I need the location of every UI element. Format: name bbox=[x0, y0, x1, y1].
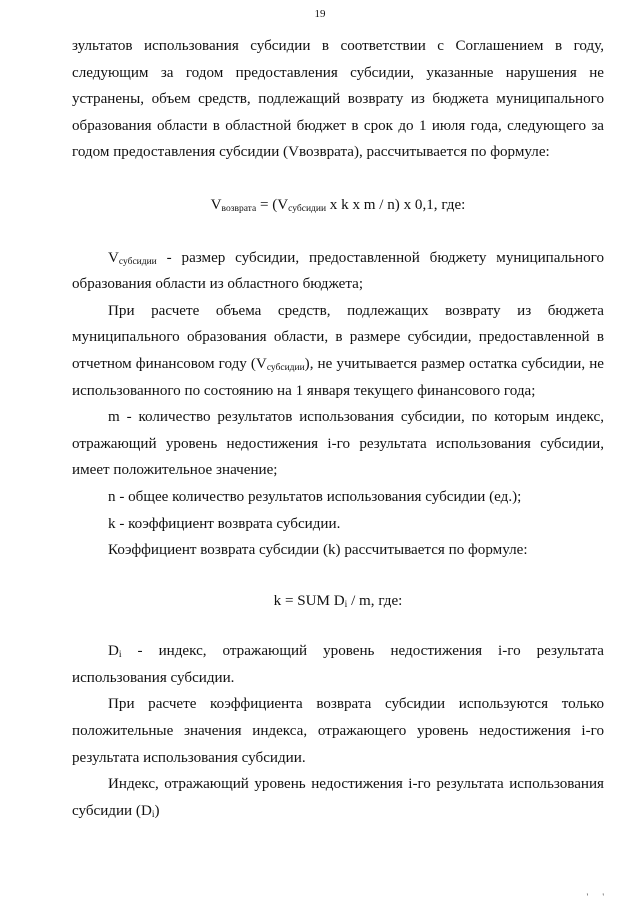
var-v-subscript: субсидии bbox=[118, 256, 157, 267]
var-d-subscript: i bbox=[118, 650, 122, 661]
formula-return-volume bbox=[72, 192, 604, 219]
formula-eq-open: = (V bbox=[256, 196, 289, 213]
paragraph-k-formula-intro: Коэффициент возврата субсидии (k) рассчитывается по формуле: bbox=[108, 542, 528, 559]
paragraph-index-intro bbox=[72, 771, 604, 824]
formula2-subscript: i bbox=[344, 599, 348, 610]
paragraph-subsidy-size bbox=[72, 245, 604, 298]
paragraph-m-definition: m - количество результатов использования субсидии, по которым индекс, отражающий уровень недостижения i-го результата использования субсидии, имеет положительное значение; bbox=[72, 409, 604, 479]
formula-rest: x k x m / n) x 0,1, где: bbox=[326, 196, 466, 213]
calculation-note-subscript: субсидии bbox=[266, 362, 305, 373]
paragraph-positive-values: При расчете коэффициента возврата субсидии используются только положительные значения индекса, отражающего уровень недостижения i-го результата использования субсидии. bbox=[72, 696, 604, 766]
index-intro-text: Индекс, отражающий уровень недостижения i-го результата использования субсидии (D bbox=[72, 776, 604, 819]
var-v: V bbox=[108, 249, 119, 266]
index-intro-subscript: i bbox=[151, 809, 155, 820]
formula2-before: k = SUM D bbox=[273, 592, 345, 609]
page-number: 19 bbox=[314, 8, 326, 20]
calculation-note-after: ), не учитывается размер остатка субсидии, не использованного по состоянию на 1 января текущего финансового года; bbox=[72, 355, 604, 399]
paragraph-return-volume-intro: зультатов использования субсидии в соответствии с Соглашением в году, следующим за годом предоставления субсидии, указанные нарушения не устранены, объем средств, подлежащий возврату из бюджета муниципального образования области в областной бюджет в срок до 1 июля года, следующего за годом предоставления субсидии (Vвозврата), рассчитывается по формуле: bbox=[72, 38, 604, 161]
paragraph-d-definition-text: - индекс, отражающий уровень недостижения i-го результата использования субсидии. bbox=[72, 643, 604, 686]
var-d: D bbox=[108, 643, 119, 660]
formula-return-coefficient bbox=[72, 588, 604, 615]
paragraph-calculation-note bbox=[72, 298, 604, 404]
calculation-note-before: При расчете объема средств, подлежащих возврату из бюджета муниципального образования области, в размере субсидии, предоставленной в отчетном финансовом году (V bbox=[72, 302, 604, 372]
paragraph-subsidy-size-text: - размер субсидии, предоставленной бюджету муниципального образования области из областного бюджета; bbox=[72, 249, 604, 293]
paragraph-n-definition: n - общее количество результатов использования субсидии (ед.); bbox=[108, 488, 522, 505]
formula-v: V bbox=[210, 196, 222, 213]
document-body bbox=[72, 33, 604, 824]
paragraph-d-definition bbox=[72, 638, 604, 691]
formula-v-subscript: возврата bbox=[221, 203, 257, 214]
formula-v2-subscript: субсидии bbox=[288, 203, 327, 214]
formula2-after: / m, где: bbox=[347, 592, 403, 609]
scan-corner-mark: ' ' bbox=[586, 892, 610, 902]
index-intro-close: ) bbox=[154, 802, 160, 819]
paragraph-k-definition: k - коэффициент возврата субсидии. bbox=[108, 515, 341, 532]
